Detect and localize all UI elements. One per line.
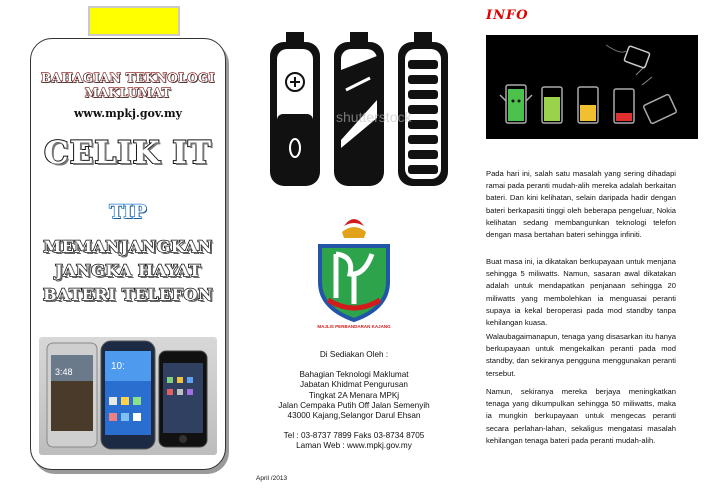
info-paragraph: Pada hari ini, salah satu masalah yang sering dihadapi ramai pada peranti mudah-alih mereka adalah berkaitan bateri. Dan kini kelihatan, selain daripada hadir dengan bateri berkapasiti tinggi oleh beberapa pengeluar, Nokia kelihatan sedang membangunkan teknologi telefon dengan masa bertahan bateri sehingga infiniti.	[486, 169, 676, 240]
prepared-by-label: Di Sediakan Oleh :	[319, 350, 389, 359]
logo-caption: MAJLIS PERBANDARAN KAJANG	[317, 324, 391, 329]
address-line: Bahagian Teknologi Maklumat	[299, 370, 409, 380]
info-panel	[478, 0, 708, 500]
battery-full-icon	[500, 85, 532, 123]
address-line: Jabatan Khidmat Pengurusan	[300, 380, 408, 390]
cover-card	[30, 38, 226, 470]
svg-text:3:48: 3:48	[55, 367, 73, 377]
issue-date: April /2013	[256, 475, 288, 482]
battery-low-icon	[614, 89, 634, 123]
phone-fax-label: Tel : 03-8737 7899 Faks 03-8734 8705	[283, 431, 425, 441]
battery-medium-icon	[578, 87, 598, 123]
headline: MEMANJANGKAN JANGKA HAYAT BATERI TELEFON	[43, 237, 213, 304]
phone-galaxy-image	[101, 341, 155, 449]
credits-block	[236, 350, 472, 452]
battery-flying-icon	[606, 45, 650, 68]
battery-icon-plus-minus	[270, 32, 320, 186]
department-title: BAHAGIAN TEKNOLOGI MAKLUMAT	[40, 71, 216, 100]
battery-high-icon	[542, 87, 562, 123]
svg-text:10:: 10:	[111, 361, 125, 372]
battery-levels-image	[486, 35, 698, 139]
battery-dead-icon	[636, 65, 677, 124]
tip-label: TIP	[109, 201, 147, 223]
mpkj-logo	[314, 212, 394, 330]
main-title: CELIK IT	[44, 135, 212, 171]
address-line: Tingkat 2A Menara MPKj	[308, 390, 400, 400]
website-label: www.mpkj.gov.my	[73, 107, 183, 120]
info-paragraph: Buat masa ini, ia dikatakan berkupayaan untuk menjana sehingga 5 miliwatts. Namun, sasaran awal dikatakan adalah untuk mendapatkan penjanaan sehingga 20 miliwatts yang membolehkan ia menguasai peranti supaya ia kekal beroperasi pada mod standby tanpa kehilangan kuasa.	[486, 257, 676, 328]
yellow-tab	[88, 6, 180, 36]
phones-photo	[39, 337, 217, 455]
batteries-illustration	[266, 30, 466, 190]
web-label: Laman Web : www.mpkj.gov.my	[296, 441, 412, 451]
cover-panel	[0, 0, 232, 500]
info-title: INFO	[486, 8, 529, 23]
phone-iphone-image	[159, 351, 207, 447]
address-line: Jalan Cempaka Putih Off Jalan Semenyih	[278, 400, 430, 410]
info-paragraph: Walaubagaimanapun, tenaga yang disasarkan itu hanya berkupayaan untuk mengekalkan peranti pada mod standby, dan sekiranya pengguna menggunakan peranti tersebut.	[486, 332, 676, 378]
middle-panel	[236, 0, 472, 500]
watermark-text: shutterstock	[336, 109, 412, 125]
address-line: 43000 Kajang,Selangor Darul Ehsan	[287, 411, 421, 421]
phone-htc-image	[47, 343, 97, 447]
info-paragraph: Namun, sekiranya mereka berjaya meningkatkan tenaga yang dikumpulkan sehingga 50 miliwatts, maka ia mungkin berkupayaan untuk mengecas peranti secara perlahan-lahan, sekaligus mengatasi masalah kehilangan tenaga bateri pada peranti mudah-alih.	[486, 387, 676, 445]
